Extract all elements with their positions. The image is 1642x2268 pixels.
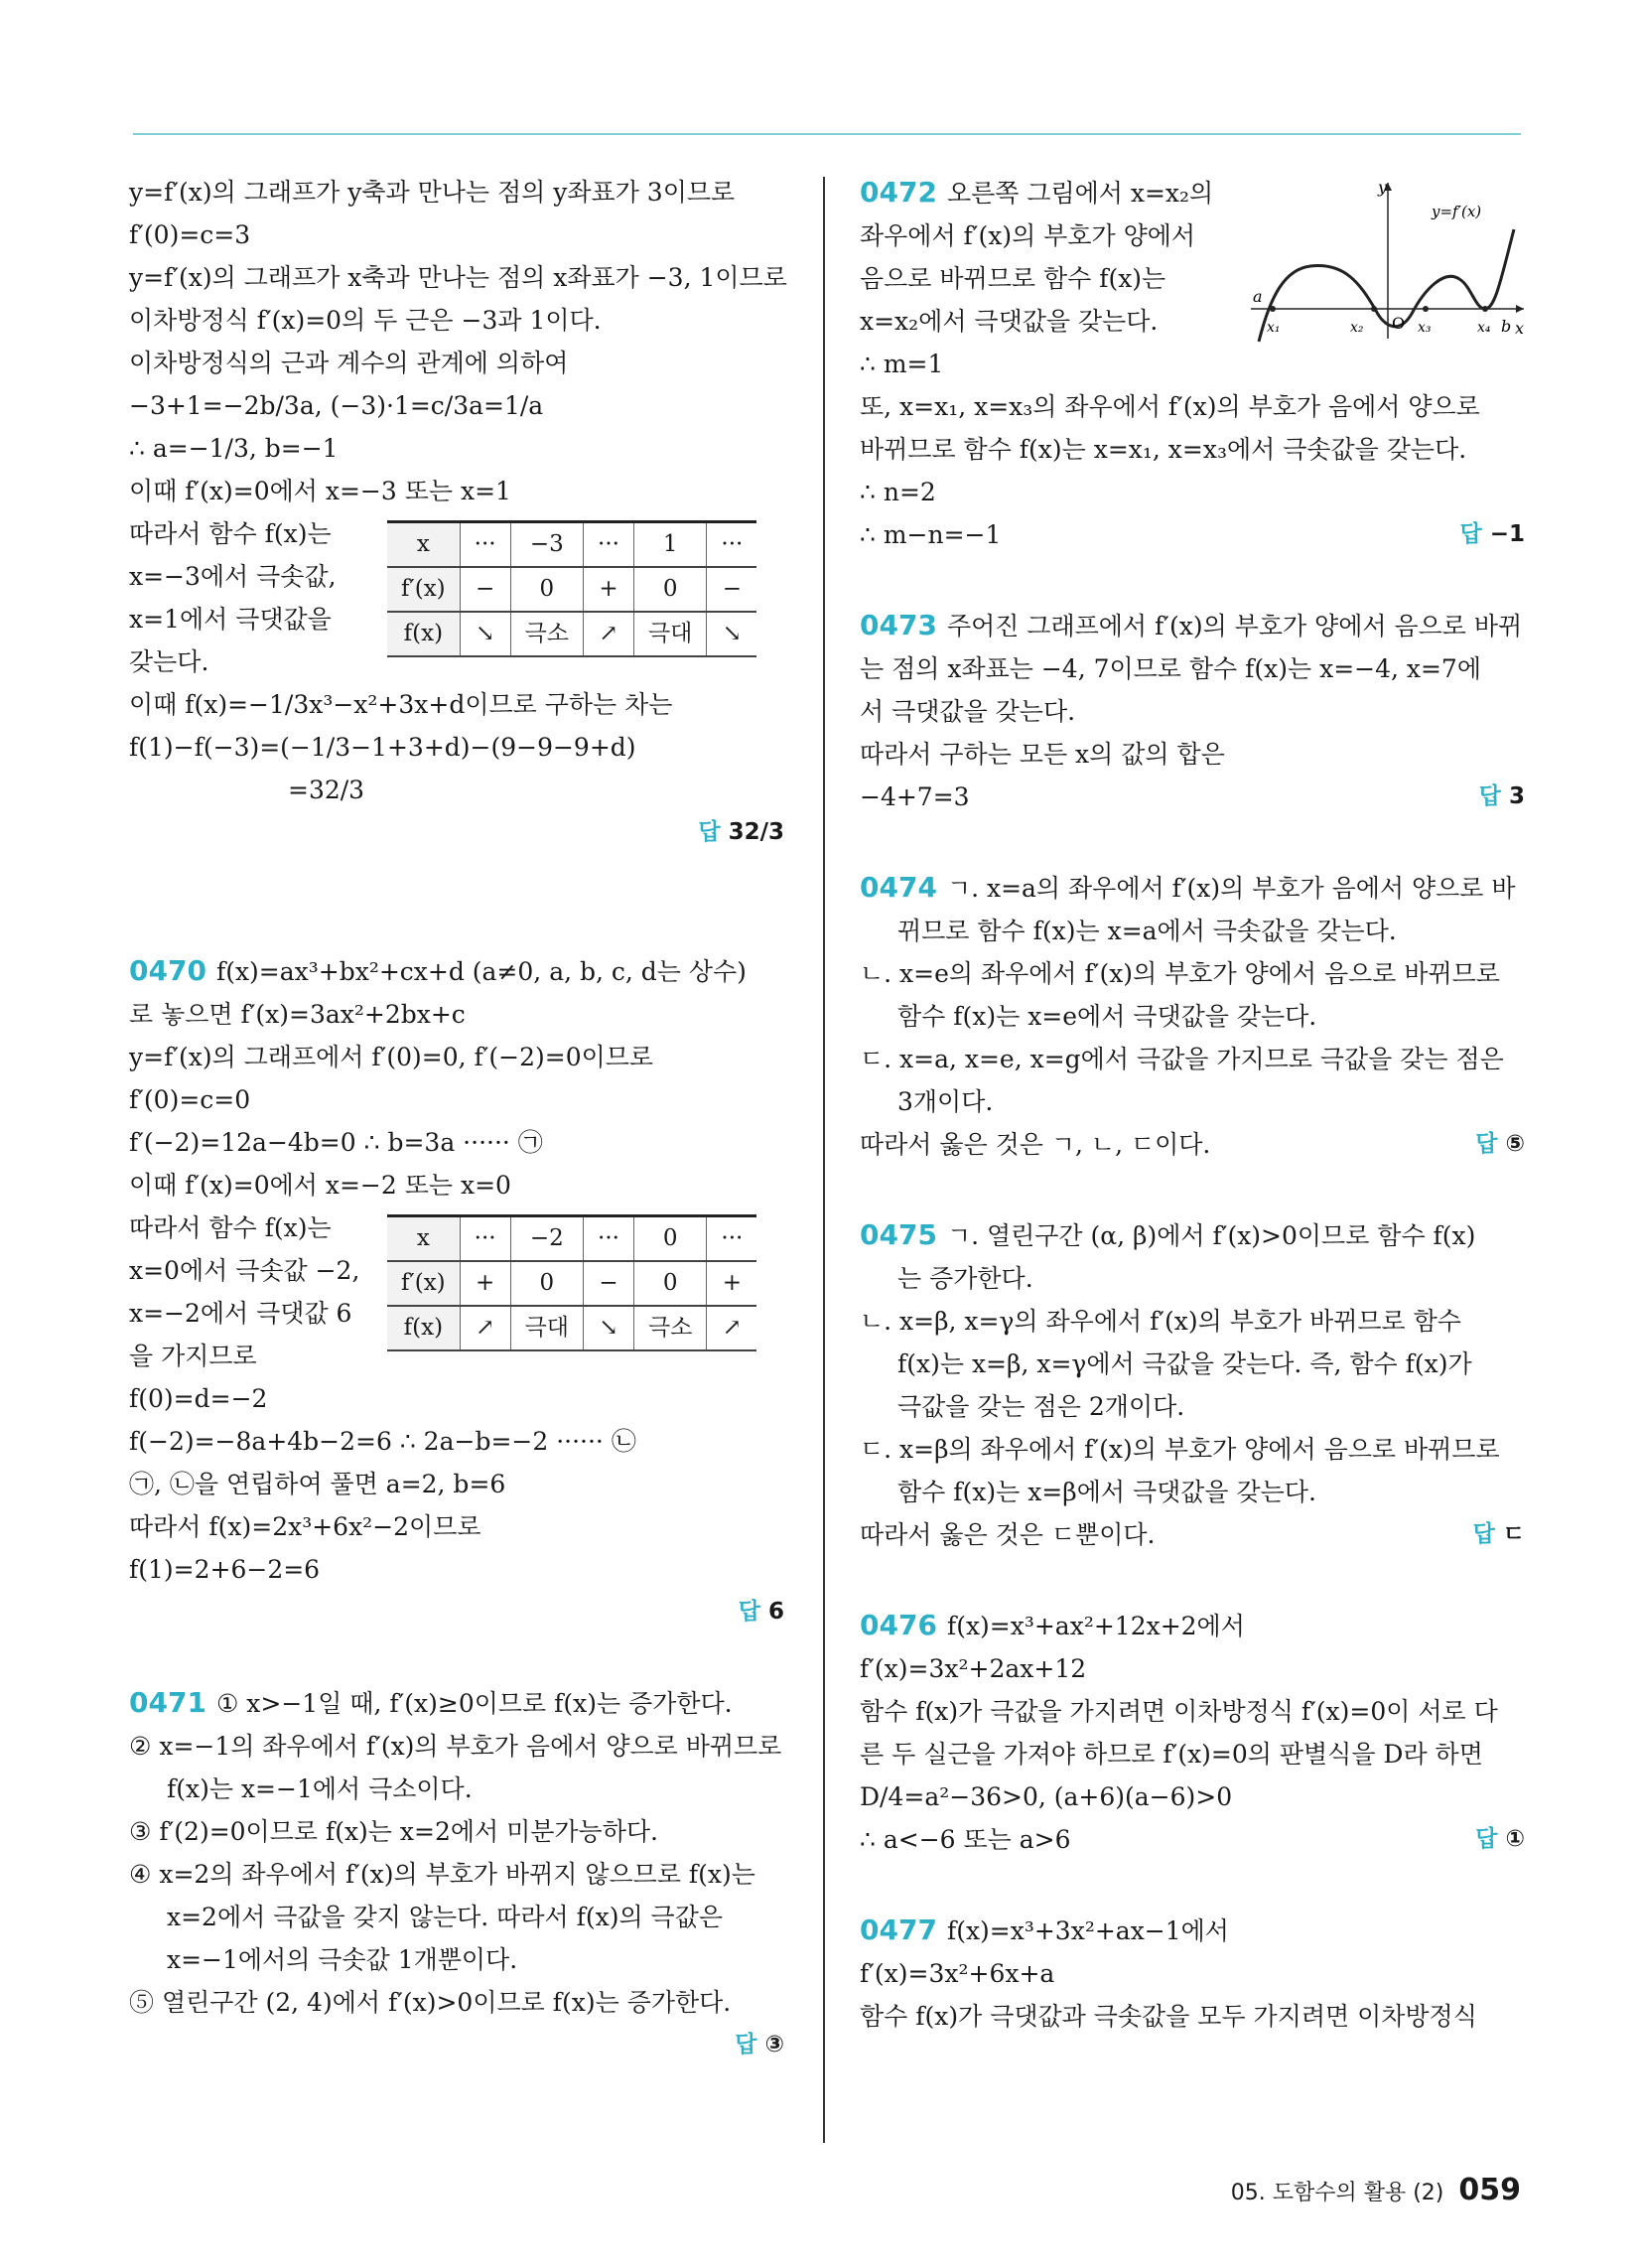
text-line: ㉠, ㉡을 연립하여 풀면 a=2, b=6 bbox=[129, 1470, 506, 1498]
problem-number: 0475 bbox=[860, 1218, 937, 1251]
text-line: f(x)는 x=β, x=γ에서 극값을 갖는다. 즉, 함수 f(x)가 bbox=[897, 1349, 1472, 1378]
text-line: 이때 f′(x)=0에서 x=−2 또는 x=0 bbox=[129, 1171, 511, 1200]
table-cell: ↗ bbox=[584, 612, 634, 656]
text-line: y=f′(x)의 그래프가 x축과 만나는 점의 x좌표가 −3, 1이므로 bbox=[129, 263, 787, 292]
table-cell: x bbox=[387, 522, 460, 568]
text-line: x=0에서 극솟값 −2, bbox=[129, 1256, 360, 1285]
text-line: 따라서 옳은 것은 ㄱ, ㄴ, ㄷ이다. bbox=[860, 1130, 1211, 1159]
text-line: ∴ a=−1/3, b=−1 bbox=[129, 434, 339, 463]
text-line: 뀌므로 함수 f(x)는 x=a에서 극솟값을 갖는다. bbox=[897, 917, 1397, 945]
text-line: 따라서 f(x)=2x³+6x²−2이므로 bbox=[129, 1512, 481, 1541]
root-point bbox=[1482, 306, 1488, 312]
text-line: y=f′(x)의 그래프가 y축과 만나는 점의 y좌표가 3이므로 bbox=[129, 178, 736, 207]
text-line: 바뀌므로 함수 f(x)는 x=x₁, x=x₃에서 극솟값을 갖는다. bbox=[860, 435, 1467, 464]
table2-block bbox=[129, 1206, 784, 1377]
problem-0473 bbox=[860, 604, 1525, 647]
text-line: f(0)=d=−2 bbox=[129, 1384, 268, 1413]
table-cell: ↗ bbox=[460, 1306, 510, 1350]
problem-0474 bbox=[860, 866, 1525, 910]
answer-value: 3 bbox=[1508, 783, 1525, 809]
text-line: ∴ m=1 bbox=[860, 350, 944, 378]
derivative-graph bbox=[1241, 175, 1529, 344]
answer bbox=[129, 1591, 784, 1633]
table-cell: 1 bbox=[633, 522, 706, 568]
table-cell: ↗ bbox=[707, 1306, 756, 1350]
text-line: x=−2에서 극댓값 6 bbox=[129, 1299, 352, 1328]
answer bbox=[129, 811, 784, 854]
text-line: f(x)=x³+ax²+12x+2에서 bbox=[946, 1612, 1245, 1640]
text-line: y=f′(x)의 그래프에서 f′(0)=0, f′(−2)=0이므로 bbox=[129, 1043, 654, 1071]
answer-value: 32/3 bbox=[728, 819, 784, 845]
table-cell: f′(x) bbox=[387, 567, 460, 612]
answer bbox=[129, 2024, 784, 2066]
text-line: D/4=a²−36>0, (a+6)(a−6)>0 bbox=[860, 1782, 1233, 1811]
text-line: x=2에서 극값을 갖지 않는다. 따라서 f(x)의 극값은 bbox=[167, 1903, 723, 1931]
table-cell: f(x) bbox=[387, 1306, 460, 1350]
problem-0470 bbox=[129, 949, 784, 993]
column-divider bbox=[823, 177, 825, 2143]
curve-label: y=f′(x) bbox=[1432, 203, 1482, 220]
text-line: ⑤ 열린구간 (2, 4)에서 f′(x)>0이므로 f(x)는 증가한다. bbox=[129, 1988, 732, 2017]
answer-value: ⑤ bbox=[1505, 1131, 1525, 1157]
answer-label: 답 bbox=[1478, 783, 1501, 809]
text-line: x=x₂에서 극댓값을 갖는다. bbox=[860, 307, 1159, 336]
text-line: 이때 f′(x)=0에서 x=−3 또는 x=1 bbox=[129, 477, 511, 505]
text-line: 3개이다. bbox=[897, 1087, 994, 1116]
text-line: ④ x=2의 좌우에서 f′(x)의 부호가 바뀌지 않으므로 f(x)는 bbox=[129, 1860, 755, 1889]
text-line: f′(0)=c=0 bbox=[129, 1085, 251, 1114]
text-line: f′(0)=c=3 bbox=[129, 220, 251, 249]
text-line: 함수 f(x)는 x=β에서 극댓값을 갖는다. bbox=[897, 1478, 1316, 1506]
text-line: f(x)=x³+3x²+ax−1에서 bbox=[946, 1916, 1229, 1945]
origin-label: O bbox=[1392, 314, 1406, 333]
table-cell: x bbox=[387, 1216, 460, 1262]
problem-number: 0472 bbox=[860, 176, 937, 209]
table-cell: 0 bbox=[633, 1216, 706, 1262]
table-cell: −2 bbox=[510, 1216, 583, 1262]
answer-label: 답 bbox=[698, 819, 721, 845]
problem-number: 0474 bbox=[860, 871, 937, 904]
text-line: f′(x)=3x²+2ax+12 bbox=[860, 1654, 1087, 1683]
table-cell: f′(x) bbox=[387, 1261, 460, 1306]
text-line: ㄱ. 열린구간 (α, β)에서 f′(x)>0이므로 함수 f(x) bbox=[946, 1221, 1476, 1250]
page-footer bbox=[1231, 2173, 1521, 2207]
point-label: x₄ bbox=[1477, 320, 1491, 336]
table-cell: ··· bbox=[707, 1216, 756, 1262]
text-line: 이차방정식의 근과 계수의 관계에 의하여 bbox=[129, 349, 569, 377]
text-line: ∴ n=2 bbox=[860, 478, 936, 506]
derivative-curve bbox=[1259, 229, 1514, 342]
table-cell: + bbox=[460, 1261, 510, 1306]
text-line: =32/3 bbox=[288, 776, 365, 804]
text-line: 함수 f(x)가 극값을 가지려면 이차방정식 f′(x)=0이 서로 다 bbox=[860, 1697, 1498, 1726]
table-cell: + bbox=[707, 1261, 756, 1306]
point-label: x₂ bbox=[1350, 320, 1364, 336]
text-line: 함수 f(x)는 x=e에서 극댓값을 갖는다. bbox=[897, 1002, 1317, 1031]
root-point bbox=[1371, 306, 1377, 312]
text-line: 따라서 구하는 모든 x의 값의 합은 bbox=[860, 740, 1225, 769]
answer-label: 답 bbox=[1459, 521, 1482, 547]
text-line: 주어진 그래프에서 f′(x)의 부호가 양에서 음으로 바뀌 bbox=[946, 612, 1523, 640]
table-cell: + bbox=[584, 567, 634, 612]
table-cell: 극대 bbox=[633, 612, 706, 656]
point-label: x₃ bbox=[1418, 320, 1432, 336]
chapter-title: 05. 도함수의 활용 (2) bbox=[1230, 2181, 1444, 2205]
text-line: 따라서 옳은 것은 ㄷ뿐이다. bbox=[860, 1520, 1156, 1549]
text-line: ㄷ. x=β의 좌우에서 f′(x)의 부호가 양에서 음으로 바뀌므로 bbox=[860, 1435, 1500, 1464]
point-label: b bbox=[1501, 317, 1512, 336]
table-cell: ··· bbox=[460, 522, 510, 568]
table-cell: −3 bbox=[510, 522, 583, 568]
text-line: 는 증가한다. bbox=[897, 1264, 1033, 1293]
text-line: f(1)=2+6−2=6 bbox=[129, 1555, 321, 1584]
table-cell: 극소 bbox=[633, 1306, 706, 1350]
text-line: 또, x=x₁, x=x₃의 좌우에서 f′(x)의 부호가 음에서 양으로 bbox=[860, 392, 1480, 421]
x-axis-arrow bbox=[1516, 305, 1524, 313]
problem-number: 0471 bbox=[129, 1686, 206, 1719]
text-line: f(−2)=−8a+4b−2=6 ∴ 2a−b=−2 ······ ㉡ bbox=[129, 1427, 636, 1456]
text-line: x=1에서 극댓값을 bbox=[129, 605, 332, 634]
text-line: 서 극댓값을 갖는다. bbox=[860, 697, 1076, 726]
table-cell: f(x) bbox=[387, 612, 460, 656]
text-line: f(x)=ax³+bx²+cx+d (a≠0, a, b, c, d는 상수) bbox=[215, 957, 747, 986]
root-point bbox=[1423, 306, 1429, 312]
problem-number: 0473 bbox=[860, 609, 937, 641]
text-line: ∴ m−n=−1 bbox=[860, 520, 1002, 549]
problem-0476 bbox=[860, 1604, 1525, 1647]
text-line: −3+1=−2b/3a, (−3)·1=c/3a=1/a bbox=[129, 391, 544, 420]
answer-value: ① bbox=[1505, 1826, 1525, 1852]
text-line: 극값을 갖는 점은 2개이다. bbox=[897, 1392, 1185, 1421]
text-line: 로 놓으면 f′(x)=3ax²+2bx+c bbox=[129, 1000, 466, 1029]
problem-0477 bbox=[860, 1909, 1525, 1952]
answer-label: 답 bbox=[735, 2032, 757, 2057]
page-number: 059 bbox=[1458, 2173, 1521, 2207]
text-line: 오른쪽 그림에서 x=x₂의 bbox=[946, 179, 1214, 208]
text-line: 이차방정식 f′(x)=0의 두 근은 −3과 1이다. bbox=[129, 306, 602, 335]
answer-label: 답 bbox=[1472, 1521, 1495, 1547]
table-cell: 극소 bbox=[510, 612, 583, 656]
text-line: f(x)는 x=−1에서 극소이다. bbox=[167, 1774, 473, 1803]
table-cell: 극대 bbox=[510, 1306, 583, 1350]
table1-block bbox=[129, 512, 784, 683]
problem-number: 0476 bbox=[860, 1609, 937, 1641]
table-cell: 0 bbox=[510, 567, 583, 612]
text-line: x=−3에서 극솟값, bbox=[129, 562, 337, 591]
text-line: ② x=−1의 좌우에서 f′(x)의 부호가 음에서 양으로 바뀌므로 bbox=[129, 1732, 782, 1761]
text-line: ㄷ. x=a, x=e, x=g에서 극값을 가지므로 극값을 갖는 점은 bbox=[860, 1045, 1504, 1073]
table-cell: − bbox=[584, 1261, 634, 1306]
text-line: 른 두 실근을 가져야 하므로 f′(x)=0의 판별식을 D라 하면 bbox=[860, 1740, 1483, 1769]
top-rule bbox=[133, 133, 1521, 135]
table-cell: 0 bbox=[633, 567, 706, 612]
text-line: ㄴ. x=β, x=γ의 좌우에서 f′(x)의 부호가 바뀌므로 함수 bbox=[860, 1307, 1461, 1336]
answer-value: ㄷ bbox=[1502, 1521, 1525, 1547]
text-line: 는 점의 x좌표는 −4, 7이므로 함수 f(x)는 x=−4, x=7에 bbox=[860, 654, 1481, 683]
table-cell: ··· bbox=[584, 1216, 634, 1262]
left-column bbox=[129, 171, 787, 2066]
table-cell: 0 bbox=[633, 1261, 706, 1306]
text-line: 을 가지므로 bbox=[129, 1342, 257, 1370]
table-cell: ↘ bbox=[707, 612, 756, 656]
root-point bbox=[1270, 306, 1276, 312]
problem-0471 bbox=[129, 1681, 784, 1725]
table-cell: ··· bbox=[707, 522, 756, 568]
text-line: 함수 f(x)가 극댓값과 극솟값을 모두 가지려면 이차방정식 bbox=[860, 2002, 1477, 2031]
text-line: 음으로 바뀌므로 함수 f(x)는 bbox=[860, 264, 1166, 293]
text-line: ㄱ. x=a의 좌우에서 f′(x)의 부호가 음에서 양으로 바 bbox=[946, 874, 1516, 903]
table-cell: − bbox=[460, 567, 510, 612]
table-cell: ··· bbox=[584, 522, 634, 568]
answer-value: −1 bbox=[1489, 521, 1525, 547]
y-axis-label: y bbox=[1378, 178, 1388, 197]
right-column bbox=[860, 171, 1525, 2038]
text-line: 따라서 함수 f(x)는 bbox=[129, 519, 332, 548]
answer-value: 6 bbox=[767, 1599, 784, 1625]
table-cell: − bbox=[707, 567, 756, 612]
text-line: ③ f′(2)=0이므로 f(x)는 x=2에서 미분가능하다. bbox=[129, 1817, 658, 1846]
answer-label: 답 bbox=[1475, 1826, 1498, 1852]
text-line: ∴ a<−6 또는 a>6 bbox=[860, 1825, 1071, 1854]
point-label: a bbox=[1253, 287, 1263, 306]
table-cell: ↘ bbox=[460, 612, 510, 656]
text-line: −4+7=3 bbox=[860, 782, 970, 811]
table-cell: ··· bbox=[460, 1216, 510, 1262]
sign-table-2 bbox=[387, 1214, 756, 1351]
sign-table-1 bbox=[387, 520, 756, 657]
text-line: f′(−2)=12a−4b=0 ∴ b=3a ······ ㉠ bbox=[129, 1128, 543, 1157]
problem-number: 0470 bbox=[129, 954, 206, 987]
text-line: f(1)−f(−3)=(−1/3−1+3+d)−(9−9−9+d) bbox=[129, 733, 636, 762]
point-label: x₁ bbox=[1267, 320, 1281, 336]
text-line: ① x>−1일 때, f′(x)≥0이므로 f(x)는 증가한다. bbox=[215, 1689, 733, 1718]
text-line: 이때 f(x)=−1/3x³−x²+3x+d이므로 구하는 차는 bbox=[129, 690, 673, 719]
table-cell: 0 bbox=[510, 1261, 583, 1306]
problem-0475 bbox=[860, 1213, 1525, 1257]
text-line: 좌우에서 f′(x)의 부호가 양에서 bbox=[860, 221, 1196, 250]
text-line: ㄴ. x=e의 좌우에서 f′(x)의 부호가 양에서 음으로 바뀌므로 bbox=[860, 959, 1500, 988]
text-line: 갖는다. bbox=[129, 647, 209, 676]
answer-value: ③ bbox=[764, 2032, 784, 2057]
text-line: f′(x)=3x²+6x+a bbox=[860, 1959, 1055, 1988]
text-line: 따라서 함수 f(x)는 bbox=[129, 1213, 332, 1242]
answer-label: 답 bbox=[1475, 1131, 1498, 1157]
x-axis-label: x bbox=[1515, 319, 1525, 338]
table-cell: ↘ bbox=[584, 1306, 634, 1350]
text-line: x=−1에서의 극솟값 1개뿐이다. bbox=[167, 1945, 518, 1974]
problem-number: 0477 bbox=[860, 1914, 937, 1946]
answer-label: 답 bbox=[738, 1599, 760, 1625]
